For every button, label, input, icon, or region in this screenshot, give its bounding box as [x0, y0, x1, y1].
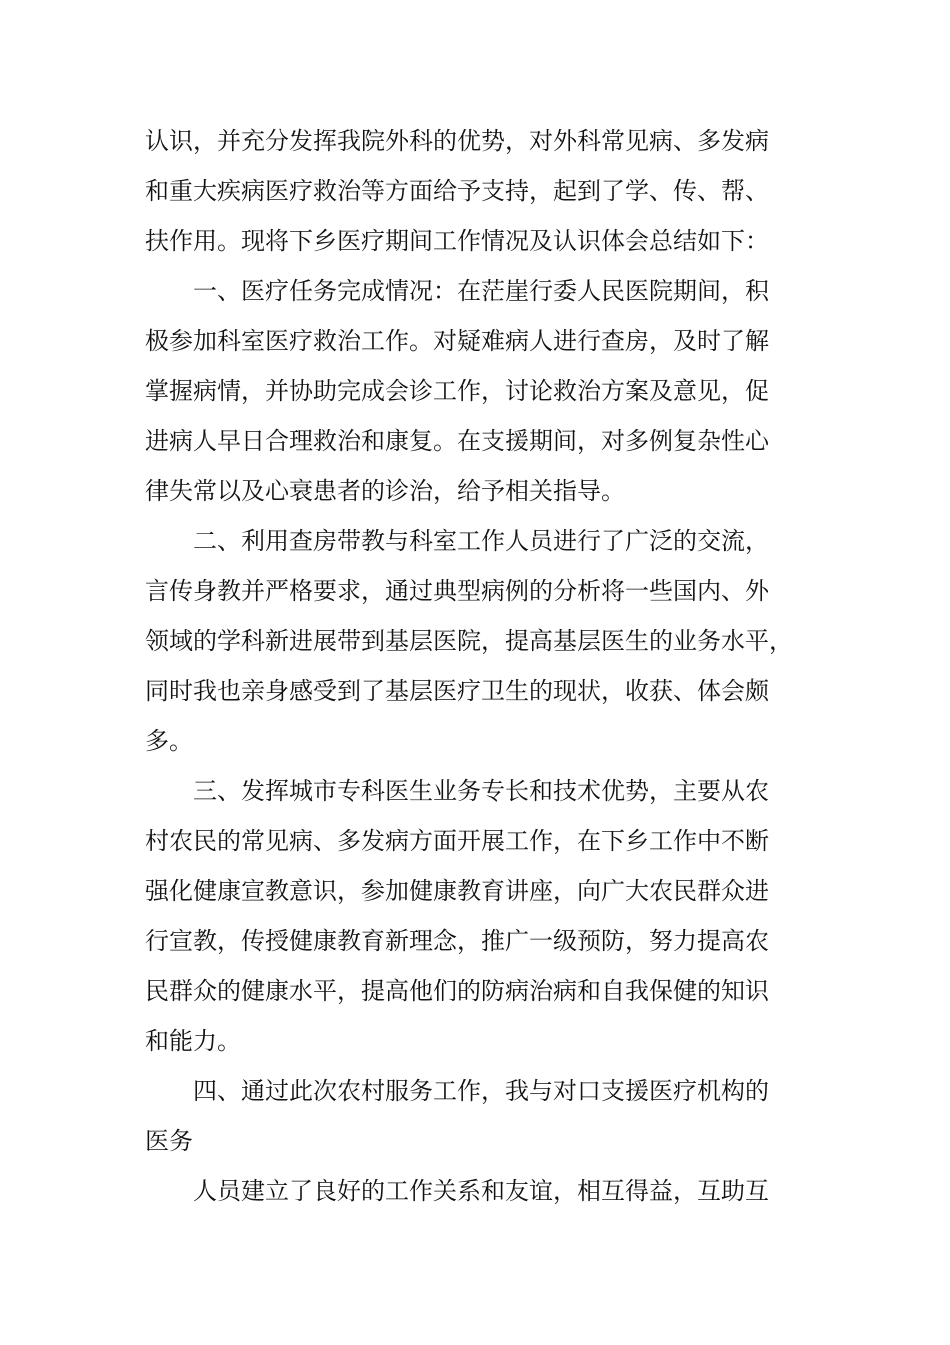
text-line-6: 掌握病情，并协助完成会诊工作，讨论救治方案及意见，促 — [145, 377, 769, 405]
text-line-9: 二、利用查房带教与科室工作人员进行了广泛的交流， — [193, 527, 769, 555]
text-line-7: 进病人早日合理救治和康复。在支援期间，对多例复杂性心 — [145, 427, 769, 455]
text-line-22: 人员建立了良好的工作关系和友谊，相互得益，互助互 — [193, 1177, 769, 1205]
text-line-12: 同时我也亲身感受到了基层医疗卫生的现状，收获、体会颇 — [145, 677, 769, 705]
text-line-21: 医务 — [145, 1127, 193, 1155]
text-line-13: 多。 — [145, 727, 193, 755]
text-line-15: 村农民的常见病、多发病方面开展工作，在下乡工作中不断 — [145, 827, 769, 855]
text-line-1: 认识，并充分发挥我院外科的优势，对外科常见病、多发病 — [145, 127, 769, 155]
text-line-11: 领域的学科新进展带到基层医院，提高基层医生的业务水平， — [145, 627, 793, 655]
text-line-14: 三、发挥城市专科医生业务专长和技术优势，主要从农 — [193, 777, 769, 805]
text-line-16: 强化健康宣教意识，参加健康教育讲座，向广大农民群众进 — [145, 877, 769, 905]
text-line-17: 行宣教，传授健康教育新理念，推广一级预防，努力提高农 — [145, 927, 769, 955]
text-line-20: 四、通过此次农村服务工作，我与对口支援医疗机构的 — [193, 1077, 769, 1105]
text-line-4: 一、医疗任务完成情况：在茫崖行委人民医院期间，积 — [193, 277, 769, 305]
text-line-19: 和能力。 — [145, 1027, 241, 1055]
text-line-2: 和重大疾病医疗救治等方面给予支持，起到了学、传、帮、 — [145, 177, 769, 205]
text-line-5: 极参加科室医疗救治工作。对疑难病人进行查房，及时了解 — [145, 327, 769, 355]
document-body — [145, 116, 793, 1216]
text-line-8: 律失常以及心衰患者的诊治，给予相关指导。 — [145, 477, 625, 505]
text-line-10: 言传身教并严格要求，通过典型病例的分析将一些国内、外 — [145, 577, 769, 605]
text-line-3: 扶作用。现将下乡医疗期间工作情况及认识体会总结如下： — [145, 227, 769, 255]
text-line-18: 民群众的健康水平，提高他们的防病治病和自我保健的知识 — [145, 977, 769, 1005]
